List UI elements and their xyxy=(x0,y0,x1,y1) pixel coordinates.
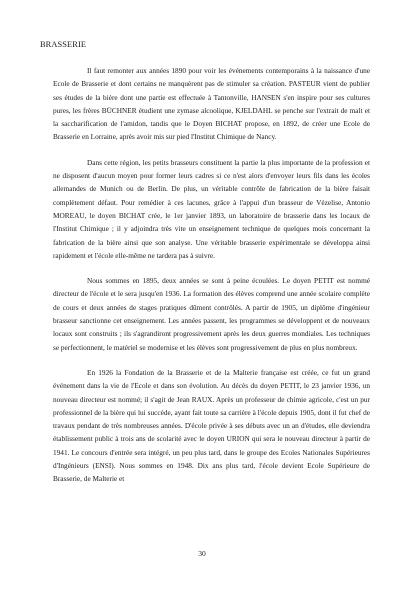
paragraph-1: Il faut remonter aux années 1890 pour voir les événements contemporains à la naissance d'une Ecole de Brasserie et dont certains ne manquèrent pas de stimuler sa création. PASTEUR vient de publier ses études de la bière dont une partie est effectuée à Tantonville, HANSEN s'en inspire pour ses cultures pures, les frères BÜCHNER étudient une zymase alcoolique, KJELDAHL se penche sur l'extrait de malt et la saccharification de l'amidon, tandis que le Doyen BICHAT propose, en 1892, de créer une Ecole de Brasserie en Lorraine, après avoir mis sur pied l'Institut Chimique de Nancy. xyxy=(53,66,370,142)
paragraph-3: Nous sommes en 1895, deux années se sont à peine écoulées. Le doyen PETIT est nommé directeur de l'école et le sera jusqu'en 1936. La formation des élèves comprend une année scolaire complète de cours et deux années de stages pratiques dûment contrôlés. A partir de 1905, un diplôme d'ingénieur brasseur sanctionne cet enseignement. Les années passent, les programmes se développent et de nouveaux locaux sont construits ; ils s'agrandiront progressivement après les deux guerres mondiales. Les techniques se perfectionnent, le matériel se modernise et les élèves sont progressivement de plus en plus nombreux. xyxy=(53,276,370,352)
paragraph-2: Dans cette région, les petits brasseurs constituent la partie la plus importante de la profession et ne disposent d'aucun moyen pour former leurs cadres si ce n'est alors d'envoyer leurs fils dans les écoles allemandes de Munich ou de Berlin. De plus, un véritable contrôle de fabrication de la bière faisait complètement défaut. Pour remédier à ces lacunes, grâce à l'appui d'un brasseur de Vézelise, Antonio MOREAU, le doyen BICHAT crée, le 1er janvier 1893, un laboratoire de brasserie dans les locaux de l'Institut Chimique ; il y adjoindra très vite un enseignement technique de quelques mois concernant la fabrication de la bière ainsi que son analyse. Une véritable brasserie expérimentale se développa ainsi rapidement et l'école elle-même ne tardera pas à suivre. xyxy=(53,157,370,260)
paragraph-4: En 1926 la Fondation de la Brasserie et de la Malterie française est créée, ce fut un grand événement dans la vie de l'Ecole et dans son évolution. Au décès du doyen PETIT, le 23 janvier 1936, un nouveau directeur est nommé; il s'agit de Jean RAUX. Après un professeur de chimie agricole, c'est un pur professionnel de la bière qui lui succède, ayant fait toute sa carrière à l'école depuis 1905, dont il fut chef de travaux pendant de très nombreuses années. D'école privée à ses débuts avec un an d'études, elle deviendra établissement public à trois ans de scolarité avec le doyen URION qui sera le nouveau directeur à partir de 1941. Le concours d'entrée sera intégré, un peu plus tard, dans le groupe des Ecoles Nationales Supérieures d'Ingénieurs (ENSI). Nous sommes en 1948. Dix ans plus tard, l'école devient Ecole Supérieure de Brasserie, de Malterie et xyxy=(53,367,370,484)
section-heading: BRASSERIE xyxy=(40,40,87,49)
page-number: 30 xyxy=(198,549,206,558)
body-text xyxy=(53,64,370,486)
